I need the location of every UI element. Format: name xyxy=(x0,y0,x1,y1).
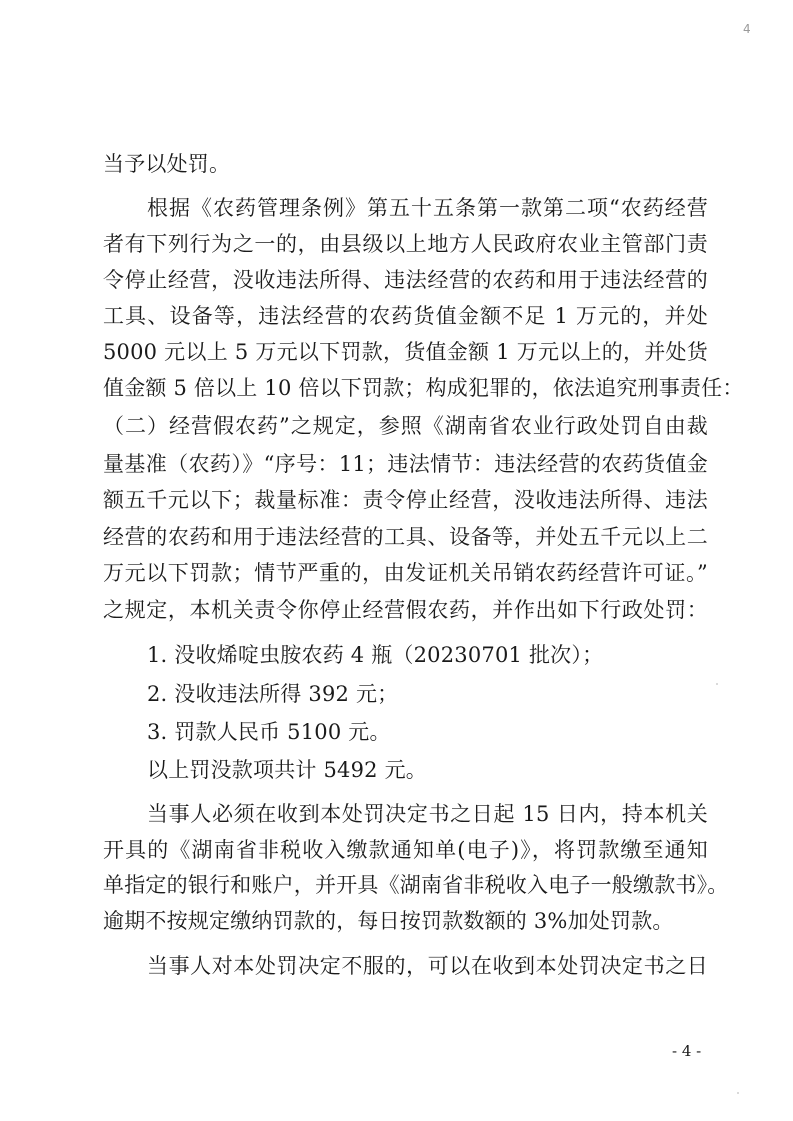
page-number: - 4 - xyxy=(672,1042,702,1060)
paragraph-line: （二）经营假农药”之规定，参照《湖南省农业行政处罚自由裁 xyxy=(103,414,708,438)
paragraph-line: 额五千元以下；裁量标准：责令停止经营，没收违法所得、违法 xyxy=(103,488,708,512)
handwritten-page-mark: 4 xyxy=(743,22,751,36)
scan-speck xyxy=(737,1092,739,1094)
paragraph-line: 当予以处罚。 xyxy=(103,152,231,176)
paragraph-line: 逾期不按规定缴纳罚款的，每日按罚款数额的 3%加处罚款。 xyxy=(103,909,674,933)
paragraph-line: 量基准（农药）》“序号：11；违法情节：违法经营的农药货值金 xyxy=(103,452,708,476)
paragraph-line: 万元以下罚款；情节严重的，由发证机关吊销农药经营许可证。” xyxy=(103,561,708,585)
paragraph-line: 值金额 5 倍以上 10 倍以下罚款；构成犯罪的，依法追究刑事责任： xyxy=(103,376,744,400)
paragraph-line: 开具的《湖南省非税收入缴款通知单(电子)》，将罚款缴至通知 xyxy=(103,838,708,862)
scan-speck xyxy=(716,683,718,685)
paragraph-line: 工具、设备等，违法经营的农药货值金额不足 1 万元的，并处 xyxy=(103,304,708,328)
paragraph-line: 当事人对本处罚决定不服的，可以在收到本处罚决定书之日 xyxy=(147,954,708,978)
list-item-line: 2. 没收违法所得 392 元； xyxy=(147,682,399,706)
list-item-line: 1. 没收烯啶虫胺农药 4 瓶（20230701 批次）； xyxy=(147,643,604,667)
paragraph-line: 经营的农药和用于违法经营的工具、设备等，并处五千元以上二 xyxy=(103,525,708,549)
paragraph-line: 之规定，本机关责令你停止经营假农药，并作出如下行政处罚： xyxy=(103,598,708,622)
paragraph-line: 令停止经营，没收违法所得、违法经营的农药和用于违法经营的 xyxy=(103,268,708,292)
summary-line: 以上罚没款项共计 5492 元。 xyxy=(147,758,427,782)
paragraph-line: 根据《农药管理条例》第五十五条第一款第二项“农药经营 xyxy=(147,196,708,220)
paragraph-line: 当事人必须在收到本处罚决定书之日起 15 日内，持本机关 xyxy=(147,802,708,826)
paragraph-line: 5000 元以上 5 万元以下罚款，货值金额 1 万元以上的，并处货 xyxy=(103,340,708,364)
paragraph-line: 者有下列行为之一的，由县级以上地方人民政府农业主管部门责 xyxy=(103,232,708,256)
paragraph-line: 单指定的银行和账户，并开具《湖南省非税收入电子一般缴款书》。 xyxy=(103,873,729,897)
list-item-line: 3. 罚款人民币 5100 元。 xyxy=(147,720,391,744)
